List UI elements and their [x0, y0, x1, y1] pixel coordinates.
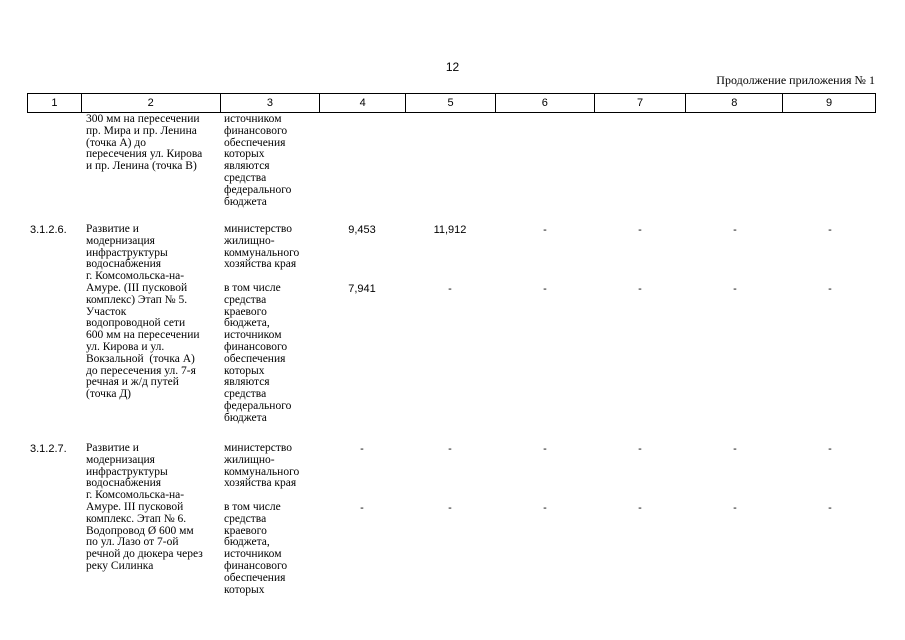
value-col-6: - [543, 502, 547, 514]
column-header-9: 9 [826, 97, 833, 109]
value-col-8: - [733, 283, 737, 295]
row-source: министерство жилищно- коммунального хозяйства края [224, 223, 300, 271]
value-col-7: - [638, 443, 642, 455]
row-code: 3.1.2.6. [30, 224, 67, 236]
value-col-5: - [448, 283, 452, 295]
continuation-source: источником финансового обеспечения которых являются средства федерального бюджета [224, 113, 292, 208]
value-col-7: - [638, 502, 642, 514]
value-col-9: - [828, 224, 832, 236]
value-col-4: 7,941 [348, 283, 376, 295]
value-col-8: - [733, 224, 737, 236]
value-col-4: 9,453 [348, 224, 376, 236]
column-header-5: 5 [406, 94, 496, 112]
column-header-2: 2 [82, 94, 221, 112]
value-col-5: - [448, 443, 452, 455]
continuation-name: 300 мм на пересечении пр. Мира и пр. Ленина (точка А) до пересечения ул. Кирова и пр. Ленина (точка В) [86, 113, 203, 173]
value-col-9: - [828, 443, 832, 455]
value-col-9: - [828, 502, 832, 514]
value-col-6: - [543, 443, 547, 455]
column-header-4: 4 [320, 94, 406, 112]
value-col-6: - [543, 224, 547, 236]
column-header-3: 3 [221, 94, 321, 112]
column-header-8: 8 [686, 94, 783, 112]
row-code: 3.1.2.7. [30, 443, 67, 455]
row-source: министерство жилищно- коммунального хозяйства края [224, 442, 300, 490]
row-source: в том числе средства краевого бюджета, источником финансового обеспечения которых [224, 501, 288, 596]
row-name: Развитие и модернизация инфраструктуры водоснабжения г. Комсомольска-на- Амуре. (III пусковой комплекс) Этап № 5. Участок водопроводной сети 600 мм на пересечении ул. Кирова и ул. Вокзальной (точка А) до пересечения ул. 7-я речная и ж/д путей (точка Д) [86, 223, 200, 401]
row-name: Развитие и модернизация инфраструктуры водоснабжения г. Комсомольска-на- Амуре. III пусковой комплекс. Этап № 6. Водопровод Ø 600 мм по ул. Лазо от 7-ой речной до дюкера через реку Силинка [86, 442, 203, 572]
value-col-5: - [448, 502, 452, 514]
value-col-6: - [543, 283, 547, 295]
appendix-note: Продолжение приложения № 1 [716, 73, 875, 87]
value-col-8: - [733, 502, 737, 514]
column-header-7: 7 [595, 94, 687, 112]
row-source: в том числе средства краевого бюджета, источником финансового обеспечения которых являются средства федерального бюджета [224, 282, 292, 424]
value-col-9: - [828, 283, 832, 295]
value-col-8: - [733, 443, 737, 455]
column-header-1: 1 [28, 94, 82, 112]
value-col-7: - [638, 283, 642, 295]
value-col-7: - [638, 224, 642, 236]
value-col-4: - [360, 443, 364, 455]
table-header [27, 93, 876, 113]
value-col-5: 11,912 [433, 224, 467, 236]
value-col-4: - [360, 502, 364, 514]
column-header-6: 6 [496, 94, 595, 112]
page-number: 12 [445, 60, 460, 74]
